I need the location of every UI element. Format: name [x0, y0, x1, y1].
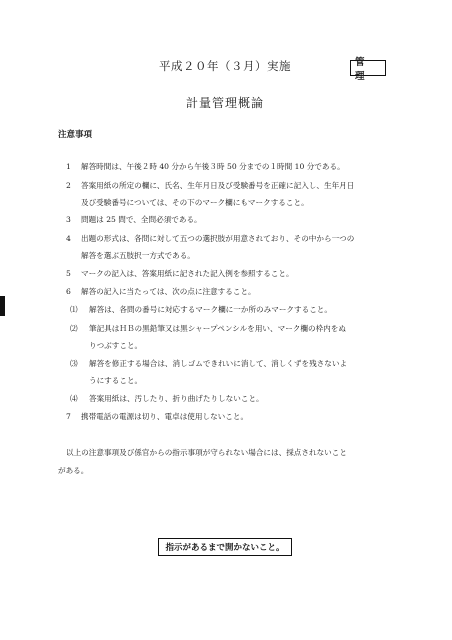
- closing-text: がある。: [58, 466, 89, 475]
- notes-heading: 注意事項: [58, 130, 93, 140]
- subitem-number: ⑶: [70, 359, 78, 368]
- subitem-text: 解答は、各問の番号に対応するマーク欄に一か所のみマークすること。: [89, 305, 332, 314]
- item-text: 出題の形式は、各問に対して五つの選択肢が用意されており、その中から一つの: [81, 234, 355, 243]
- subitem-text: 解答を修正する場合は、消しゴムできれいに消して、消しくずを残さないよ: [89, 359, 348, 368]
- item-number: 7: [66, 412, 71, 421]
- subitem-text: 答案用紙は、汚したり、折り曲げたりしないこと。: [89, 394, 264, 403]
- subitem-text: うにすること。: [89, 376, 143, 385]
- closing-text: 以上の注意事項及び係官からの指示事項が守られない場合には、採点されないこと: [66, 448, 347, 457]
- item-number: 5: [66, 269, 71, 278]
- item-text: 解答時間は、午後２時 40 分から午後３時 50 分までの１時間 10 分である。: [81, 162, 345, 171]
- item-text: 答案用紙の所定の欄に、氏名、生年月日及び受験番号を正確に記入し、生年月日: [81, 181, 355, 190]
- subitem-text: りつぶすこと。: [89, 341, 143, 350]
- item-text: マークの記入は、答案用紙に記された記入例を参照すること。: [81, 269, 294, 278]
- exam-date: 平成２０年（３月）実施: [159, 59, 291, 73]
- item-number: 2: [66, 181, 71, 190]
- item-text: 解答の記入に当たっては、次の点に注意すること。: [81, 287, 256, 296]
- category-box: 管 理: [350, 60, 386, 76]
- item-number: 3: [66, 215, 71, 224]
- item-text: 解答を選ぶ五肢択一方式である。: [81, 251, 195, 260]
- subitem-number: ⑵: [70, 324, 78, 333]
- subject-title: 計量管理概論: [185, 96, 264, 110]
- item-text: 問題は 25 問で、全問必須である。: [81, 215, 202, 224]
- subitem-text: 筆記具はＨＢの黒鉛筆又は黒シャープペンシルを用い、マーク欄の枠内をぬ: [89, 324, 346, 333]
- item-number: 4: [66, 234, 71, 243]
- subitem-number: ⑴: [70, 305, 78, 314]
- item-number: 6: [66, 287, 71, 296]
- item-text: 携帯電話の電源は切り、電卓は使用しないこと。: [81, 412, 249, 421]
- item-text: 及び受験番号については、その下のマーク欄にもマークすること。: [81, 198, 309, 207]
- subitem-number: ⑷: [70, 394, 78, 403]
- footer-warning-box: 指示があるまで開かないこと。: [158, 538, 292, 556]
- scan-edge-mark: [0, 296, 5, 316]
- item-number: 1: [66, 162, 71, 171]
